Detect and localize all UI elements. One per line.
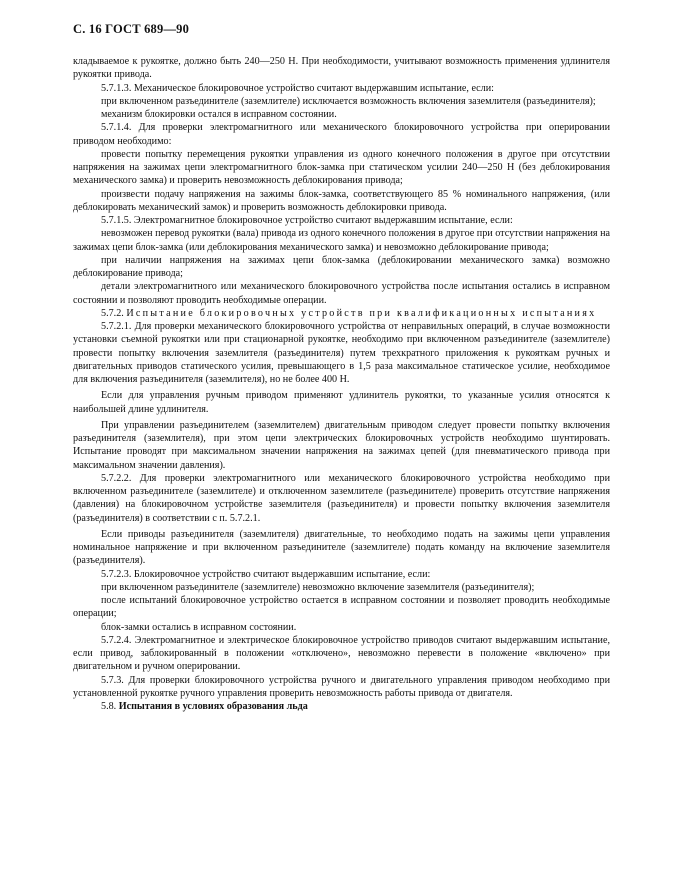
paragraph: произвести подачу напряжения на зажимы блок-замка, соответствующего 85 % номинального напряжения, (или деблокировать механический замок) и проверить возможность деблокировки привода.	[73, 188, 610, 213]
document-body	[73, 55, 610, 713]
paragraph: 5.7.1.3. Механическое блокировочное устройство считают выдержавшим испытание, если:	[101, 82, 494, 94]
section-heading-5-7-2	[73, 307, 610, 320]
paragraph: 5.7.1.4. Для проверки электромагнитного или механического блокировочного устройства при оперировании приводом необходимо:	[73, 122, 610, 147]
section-number: 5.7.2.	[101, 307, 124, 319]
paragraph: при включенном разъединителе (заземлителе) невозможно включение заземлителя (разъединителя);	[101, 581, 535, 593]
paragraph: блок-замки остались в исправном состоянии.	[101, 621, 297, 633]
paragraph: Если приводы разъединителя (заземлителя) двигательные, то необходимо подать на зажимы цепи управления номинальное напряжение и при включенном разъединителе (заземлителе) подать команду на включение заземлителя (разъединителя).	[73, 528, 610, 567]
paragraph: 5.7.2.3. Блокировочное устройство считают выдержавшим испытание, если:	[101, 568, 431, 580]
section-heading-5-8	[73, 700, 610, 713]
paragraph: 5.7.3. Для проверки блокировочного устройства ручного и двигательного управления приводом необходимо при установленной рукоятке ручного управления проверить невозможность работы привода от двигателя.	[73, 674, 610, 699]
paragraph: детали электромагнитного или механического блокировочного устройства после испытания остались в исправном состоянии и позволяют проводить необходимые операции.	[73, 281, 610, 306]
section-number: 5.8.	[101, 701, 117, 712]
paragraph: 5.7.2.4. Электромагнитное и электрическое блокировочное устройство приводов считают выдержавшим испытание, если привод, заблокированный в положении «отключено», невозможно перевести в положение «включено» при двигательном и ручном оперировании.	[73, 634, 610, 673]
paragraph: при включенном разъединителе (заземлителе) исключается возможность включения заземлителя (разъединителя);	[101, 95, 596, 107]
section-title: Испытание блокировочных устройств при квалификационных испытаниях	[126, 307, 597, 319]
paragraph: 5.7.2.1. Для проверки механического блокировочного устройства от неправильных операций, в случае возможности установки съемной рукоятки или при стационарной рукоятке, необходимо при включенном разъединителе (заземлителе) провести попытку включения заземлителя (разъединителя) путем трехкратного приложения к рукояткам ручных и двигательных приводов статического усилия, превышающего в 1,5 раза максимальное статическое усилие, необходимое для включения разъединителя (заземлителя), но не более 400 Н.	[73, 321, 610, 385]
document-page	[73, 22, 610, 713]
paragraph: при наличии напряжения на зажимах цепи блок-замка (деблокировании механического замка) возможно деблокирование привода;	[73, 254, 610, 279]
paragraph: кладываемое к рукоятке, должно быть 240—250 Н. При необходимости, учитывают возможность применения удлинителя рукоятки привода.	[73, 56, 610, 81]
paragraph: Если для управления ручным приводом применяют удлинитель рукоятки, то указанные усилия относятся к наибольшей длине удлинителя.	[73, 390, 610, 415]
paragraph: При управлении разъединителем (заземлителем) двигательным приводом следует провести попытку включения разъединителя (заземлителя), при этом цепи электрических блокировочных устройств необходимо шунтировать. Испытание проводят при максимальном значении напряжения на зажимах цепей (для пневматического привода при максимальном значении давления).	[73, 419, 610, 471]
paragraph: невозможен перевод рукоятки (вала) привода из одного конечного положения в другое при отсутствии напряжения на зажимах цепи блок-замка (или деблокирования механического замка) и невозможно деблокирование привода;	[73, 228, 610, 253]
paragraph: 5.7.1.5. Электромагнитное блокировочное устройство считают выдержавшим испытание, если:	[101, 215, 513, 226]
section-title: Испытания в условиях образования льда	[118, 701, 308, 712]
paragraph: после испытаний блокировочное устройство остается в исправном состоянии и позволяет проводить необходимые операции;	[73, 595, 610, 620]
paragraph: 5.7.2.2. Для проверки электромагнитного или механического блокировочного устройства необходимо при включенном разъединителе (заземлителе) и отключенном заземлителе (разъединителе) проверить отсутствие напряжения (давления) на блокировочном устройстве заземлителя (разъединителя) и провести попытку включения заземлителя (разъединителя) в соответствии с п. 5.7.2.1.	[73, 472, 610, 524]
page-header: С. 16 ГОСТ 689—90	[73, 22, 190, 36]
paragraph: провести попытку перемещения рукоятки управления из одного конечного положения в другое при отсутствии напряжения на зажимах цепи электромагнитного блок-замка при статическом усилии 240—250 Н (без деблокирования механического замка) и проверить невозможность деблокирования привода;	[73, 148, 610, 187]
paragraph: механизм блокировки остался в исправном состоянии.	[101, 109, 337, 120]
